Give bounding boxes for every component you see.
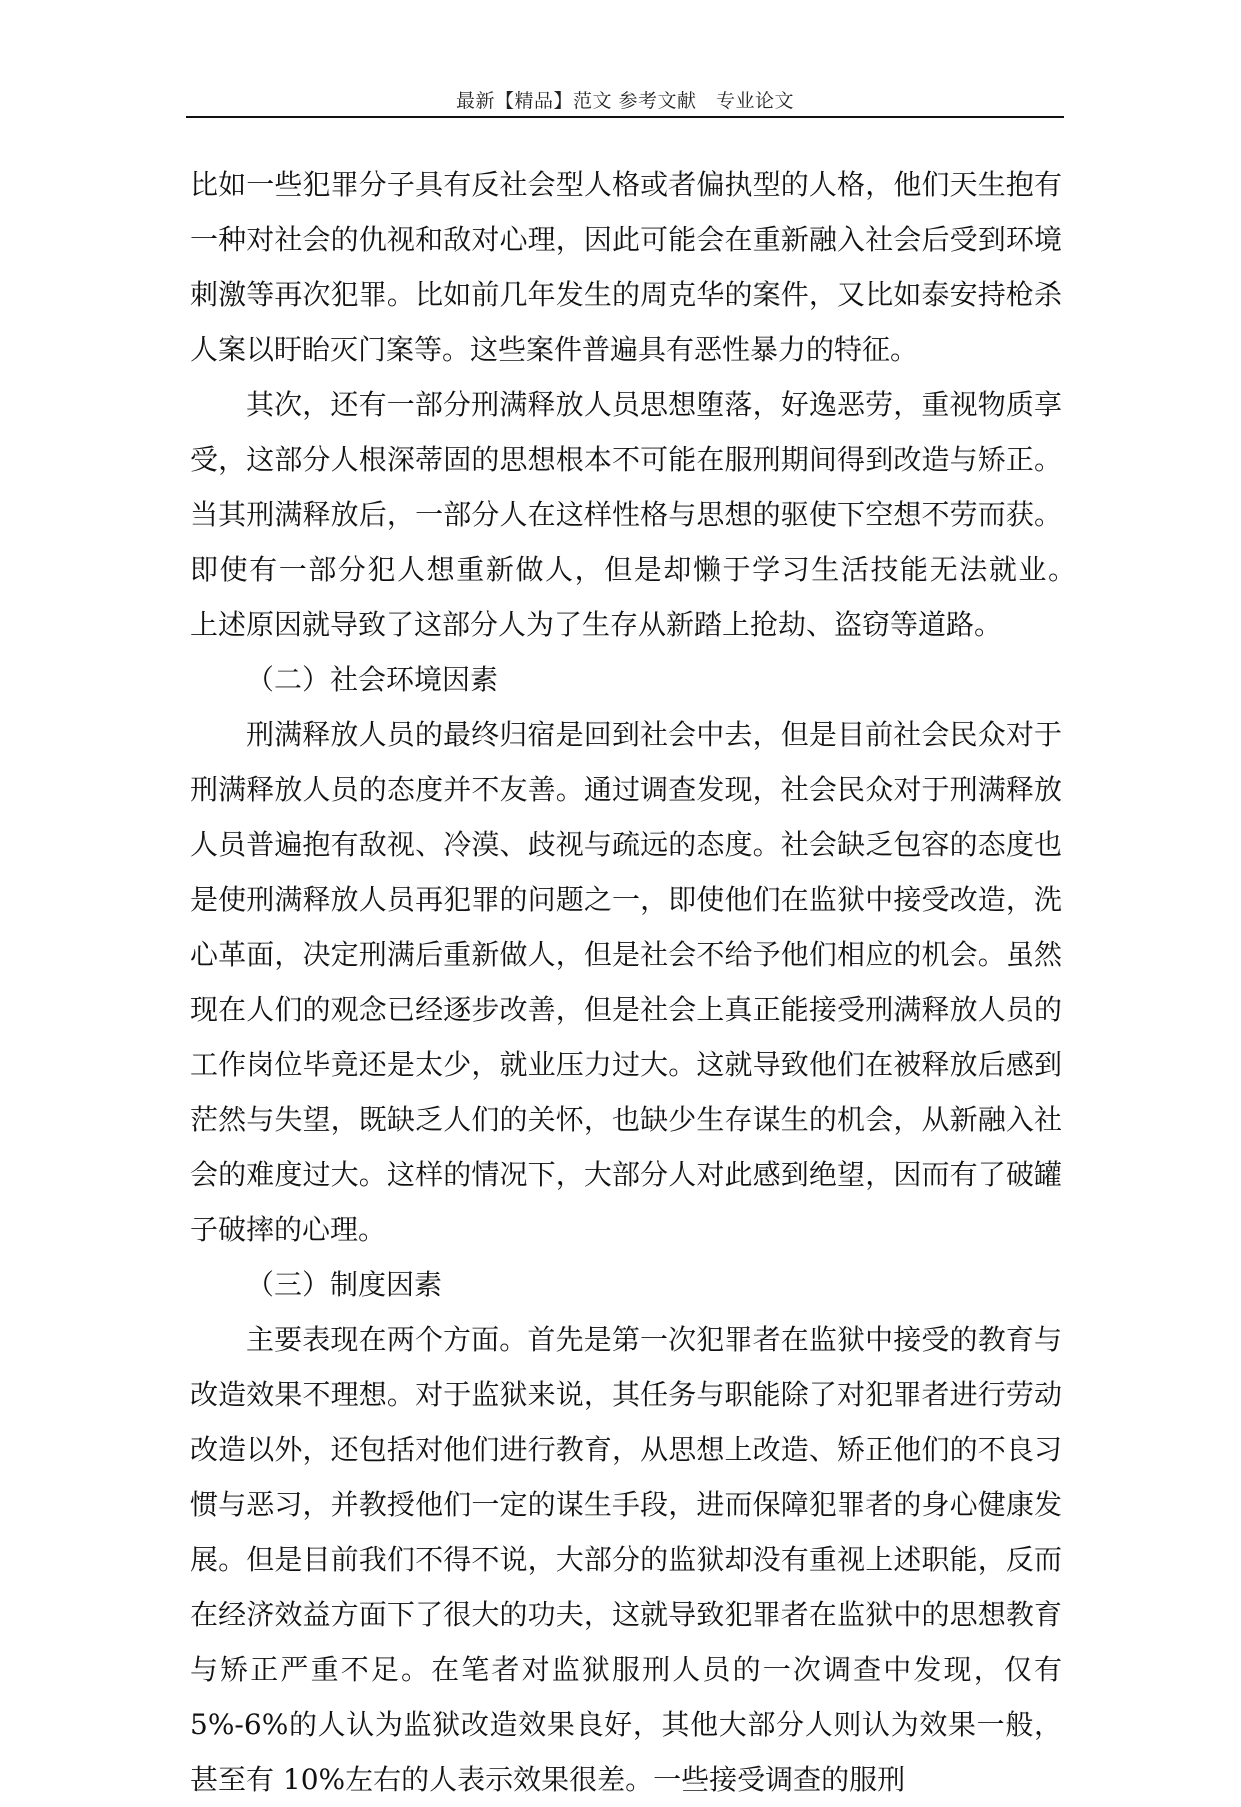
paragraph: 主要表现在两个方面。首先是第一次犯罪者在监狱中接受的教育与改造效果不理想。对于监狱来说，其任务与职能除了对犯罪者进行劳动改造以外，还包括对他们进行教育，从思想上改造、矫正他们的不良习惯与恶习，并教授他们一定的谋生手段，进而保障犯罪者的身心健康发展。但是目前我们不得不说，大部分的监狱却没有重视上述职能，反而在经济效益方面下了很大的功夫，这就导致犯罪者在监狱中的思想教育与矫正严重不足。在笔者对监狱服刑人员的一次调查中发现，仅有 5%-6%的人认为监狱改造效果良好，其他大部分人则认为效果一般，甚至有 10%左右的人表示效果很差。一些接受调查的服刑 [190, 1323, 1062, 1796]
paragraph-continuation: 比如一些犯罪分子具有反社会型人格或者偏执型的人格，他们天生抱有一种对社会的仇视和敌对心理，因此可能会在重新融入社会后受到环境刺激等再次犯罪。比如前几年发生的周克华的案件，又比如泰安持枪杀人案以盱眙灭门案等。这些案件普遍具有恶性暴力的特征。 [190, 168, 1062, 366]
section-heading: （二）社会环境因素 [246, 663, 499, 696]
section-heading: （三）制度因素 [246, 1268, 443, 1301]
paragraph: 其次，还有一部分刑满释放人员思想堕落，好逸恶劳，重视物质享受，这部分人根深蒂固的思想根本不可能在服刑期间得到改造与矫正。当其刑满释放后，一部分人在这样性格与思想的驱使下空想不劳而获。即使有一部分犯人想重新做人，但是却懒于学习生活技能无法就业。 上述原因就导致了这部分人为了生存从新踏上抢劫、盗窃等道路。 [190, 388, 1091, 641]
header-rule [186, 116, 1064, 118]
page-header: 最新【精品】范文 参考文献 专业论文 [455, 90, 795, 112]
document-body [190, 157, 1091, 1807]
paragraph: 刑满释放人员的最终归宿是回到社会中去，但是目前社会民众对于刑满释放人员的态度并不友善。通过调查发现，社会民众对于刑满释放人员普遍抱有敌视、冷漠、歧视与疏远的态度。社会缺乏包容的态度也是使刑满释放人员再犯罪的问题之一，即使他们在监狱中接受改造，洗心革面，决定刑满后重新做人，但是社会不给予他们相应的机会。虽然现在人们的观念已经逐步改善，但是社会上真正能接受刑满释放人员的工作岗位毕竟还是太少，就业压力过大。这就导致他们在被释放后感到茫然与失望，既缺乏人们的关怀，也缺少生存谋生的机会，从新融入社会的难度过大。这样的情况下，大部分人对此感到绝望，因而有了破罐子破摔的心理。 [190, 718, 1062, 1246]
